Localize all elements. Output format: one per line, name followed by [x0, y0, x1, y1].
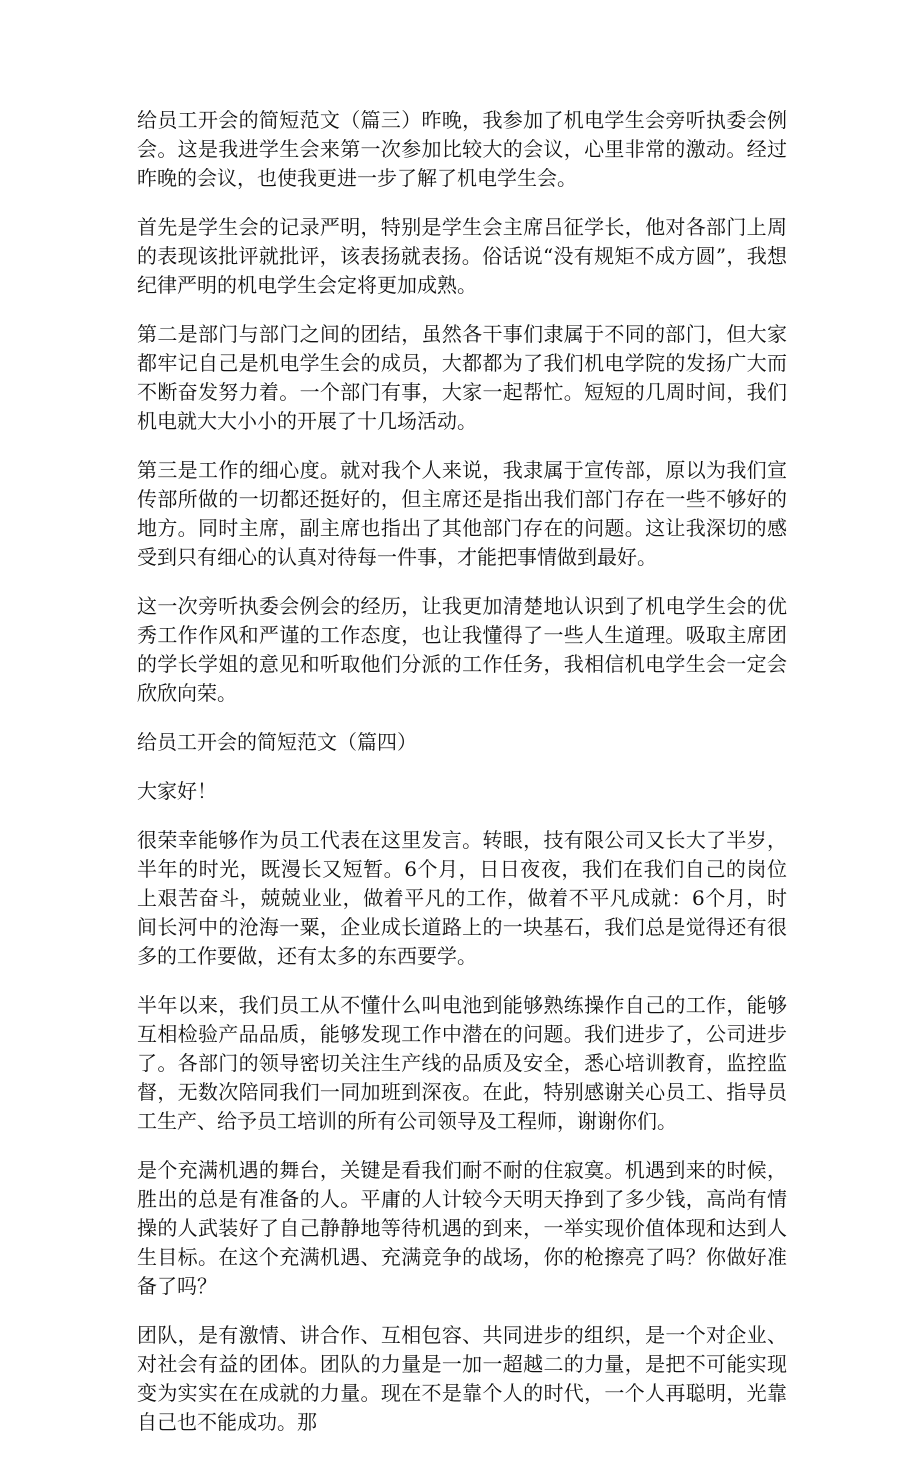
paragraph-1: 给员工开会的简短范文（篇三）昨晚，我参加了机电学生会旁听执委会例会。这是我进学生会来第一次参加比较大的会议，心里非常的激动。经过昨晚的会议，也使我更进一步了解了机电学生会。	[137, 108, 787, 190]
section-heading: 给员工开会的简短范文（篇四）	[137, 730, 417, 754]
paragraph-6: 很荣幸能够作为员工代表在这里发言。转眼，技有限公司又长大了半岁，半年的时光，既漫长又短暂。6个月，日日夜夜，我们在我们自己的岗位上艰苦奋斗，兢兢业业，做着平凡的工作，做着不平凡成就：6个月，时间长河中的沧海一粟，企业成长道路上的一块基石，我们总是觉得还有很多的工作要做，还有太多的东西要学。	[137, 828, 787, 968]
paragraph-8: 是个充满机遇的舞台，关键是看我们耐不耐的住寂寞。机遇到来的时候，胜出的总是有准备的人。平庸的人计较今天明天挣到了多少钱，高尚有情操的人武装好了自己静静地等待机遇的到来，一举实现价值体现和达到人生目标。在这个充满机遇、充满竞争的战场，你的枪擦亮了吗？你做好准备了吗？	[137, 1158, 787, 1298]
document-body	[137, 106, 787, 1457]
paragraph-2: 首先是学生会的记录严明，特别是学生会主席吕征学长，他对各部门上周的表现该批评就批评，该表扬就表扬。俗话说“没有规矩不成方圆”，我想纪律严明的机电学生会定将更加成熟。	[137, 215, 787, 297]
paragraph-5: 这一次旁听执委会例会的经历，让我更加清楚地认识到了机电学生会的优秀工作作风和严谨的工作态度，也让我懂得了一些人生道理。吸取主席团的学长学姐的意见和听取他们分派的工作任务，我相信机电学生会一定会欣欣向荣。	[137, 594, 787, 705]
greeting: 大家好！	[137, 779, 217, 803]
paragraph-9: 团队，是有激情、讲合作、互相包容、共同进步的组织，是一个对企业、对社会有益的团体。团队的力量是一加一超越二的力量，是把不可能实现变为实实在在成就的力量。现在不是靠个人的时代，一个人再聪明，光靠自己也不能成功。那	[137, 1323, 787, 1434]
paragraph-3: 第二是部门与部门之间的团结，虽然各干事们隶属于不同的部门，但大家都牢记自己是机电学生会的成员，大都都为了我们机电学院的发扬广大而不断奋发努力着。一个部门有事，大家一起帮忙。短短的几周时间，我们机电就大大小小的开展了十几场活动。	[137, 322, 787, 433]
paragraph-4: 第三是工作的细心度。就对我个人来说，我隶属于宣传部，原以为我们宣传部所做的一切都还挺好的，但主席还是指出我们部门存在一些不够好的地方。同时主席，副主席也指出了其他部门存在的问题。这让我深切的感受到只有细心的认真对待每一件事，才能把事情做到最好。	[137, 458, 787, 569]
paragraph-7: 半年以来，我们员工从不懂什么叫电池到能够熟练操作自己的工作，能够互相检验产品品质，能够发现工作中潜在的问题。我们进步了，公司进步了。各部门的领导密切关注生产线的品质及安全，悉心培训教育，监控监督，无数次陪同我们一同加班到深夜。在此，特别感谢关心员工、指导员工生产、给予员工培训的所有公司领导及工程师，谢谢你们。	[137, 993, 787, 1133]
